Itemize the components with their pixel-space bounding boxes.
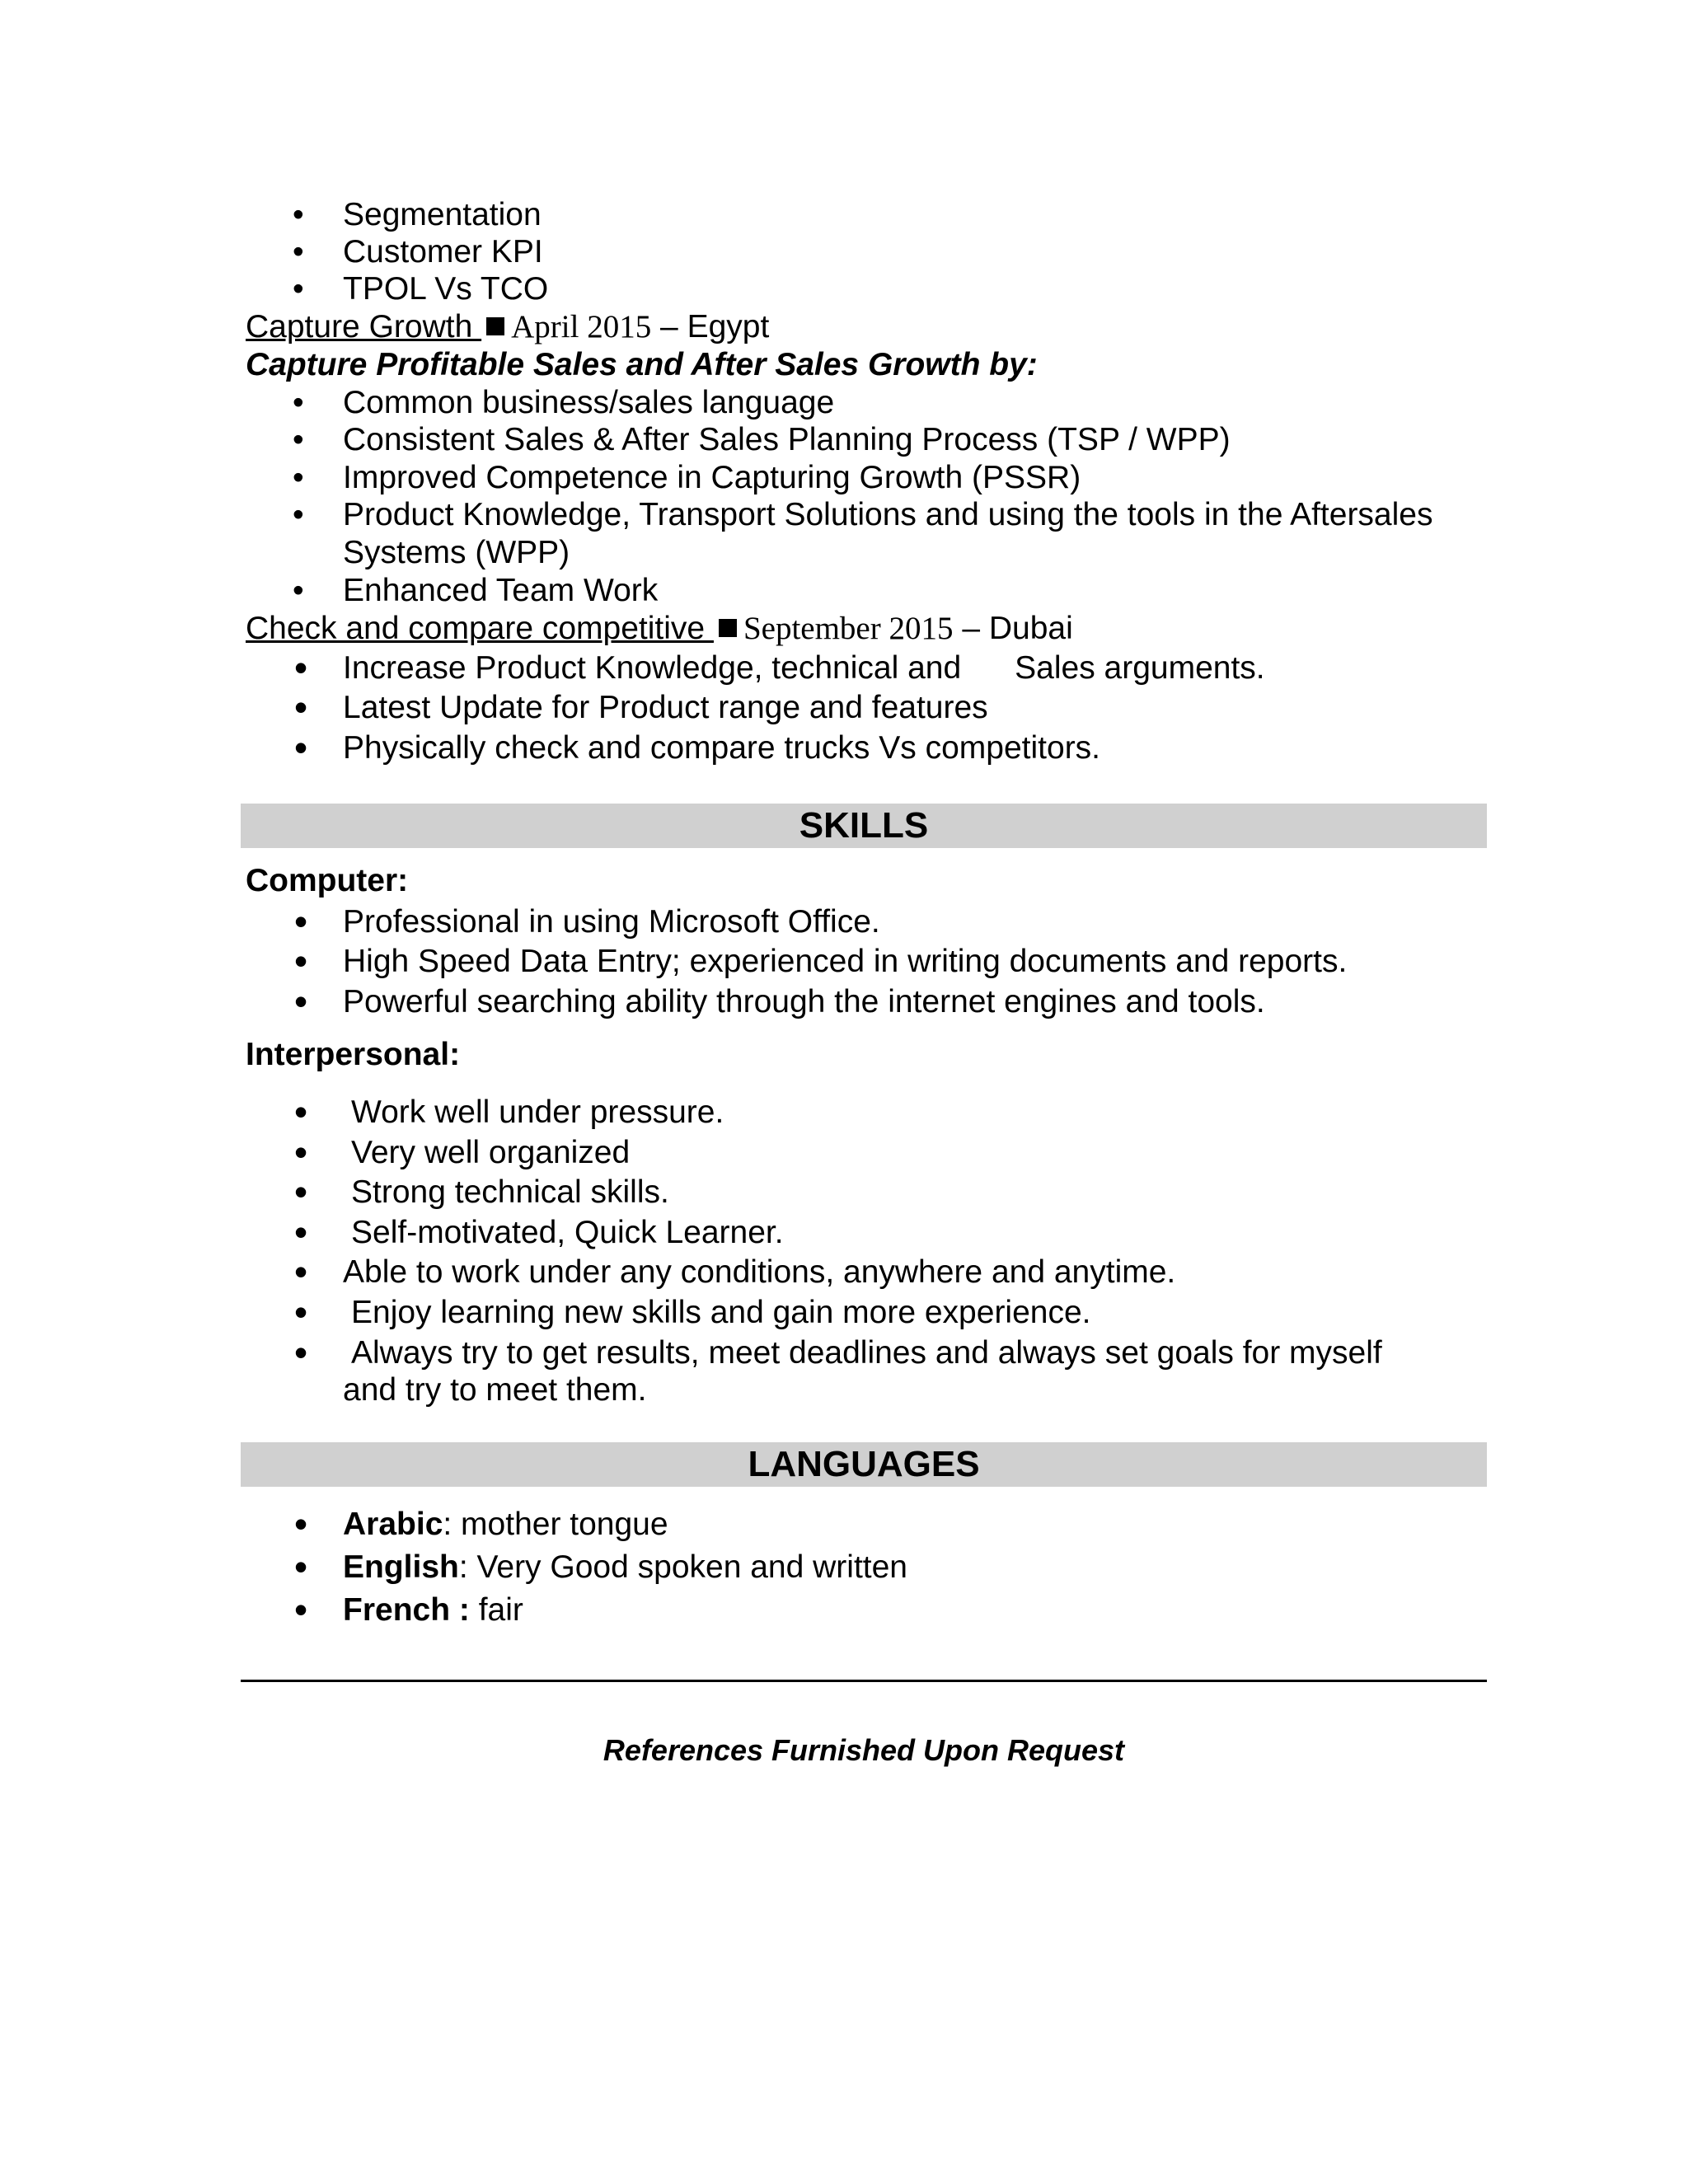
bullet-marker: • — [294, 1250, 308, 1293]
bullet-marker: • — [294, 980, 308, 1023]
capture-growth-heading — [246, 308, 769, 346]
references-footer: References Furnished Upon Request — [603, 1733, 1125, 1767]
language-name: English — [343, 1549, 459, 1585]
bullet-marker: • — [294, 1588, 308, 1631]
list-item: Product Knowledge, Transport Solutions and using the tools in the Aftersales — [343, 497, 1433, 532]
list-item: Strong technical skills. — [351, 1174, 669, 1210]
computer-skills-label: Computer: — [246, 863, 409, 898]
language-name: Arabic — [343, 1507, 443, 1542]
bullet-marker: • — [293, 234, 304, 269]
bullet-marker: • — [293, 460, 304, 495]
bullet-marker: • — [293, 197, 304, 232]
list-item: Customer KPI — [343, 234, 543, 269]
bullet-marker: • — [294, 726, 308, 769]
language-level: fair — [478, 1592, 523, 1628]
bullet-marker: • — [294, 646, 308, 689]
language-item — [343, 1506, 668, 1544]
bullet-marker: • — [294, 940, 308, 982]
bullet-marker: • — [294, 1502, 308, 1545]
square-bullet-icon — [719, 619, 737, 637]
language-name: French : — [343, 1592, 479, 1628]
bullet-marker: • — [293, 385, 304, 420]
list-item: Improved Competence in Capturing Growth (PSSR) — [343, 460, 1081, 495]
bullet-marker: • — [294, 1131, 308, 1174]
bullet-marker: • — [294, 1211, 308, 1254]
language-level: : mother tongue — [443, 1507, 668, 1542]
bullet-marker: • — [293, 271, 304, 307]
course-title: Check and compare competitive — [246, 611, 714, 646]
check-compare-heading — [246, 610, 1073, 648]
list-item: Enhanced Team Work — [343, 573, 659, 608]
list-item: Common business/sales language — [343, 385, 835, 420]
list-item: Powerful searching ability through the internet engines and tools. — [343, 984, 1265, 1019]
list-item: Consistent Sales & After Sales Planning Process (TSP / WPP) — [343, 422, 1231, 457]
bullet-marker: • — [294, 686, 308, 729]
square-bullet-icon — [486, 317, 504, 335]
bullet-marker: • — [293, 497, 304, 532]
list-item: Able to work under any conditions, anywhere and anytime. — [343, 1254, 1176, 1290]
language-item — [343, 1549, 907, 1586]
course-date: April 2015 — [511, 309, 652, 344]
course-date: September 2015 — [743, 611, 954, 646]
list-item: Work well under pressure. — [351, 1094, 724, 1130]
interpersonal-skills-label: Interpersonal: — [246, 1037, 461, 1072]
horizontal-divider — [241, 1680, 1487, 1682]
bullet-marker: • — [294, 1170, 308, 1213]
list-item: Physically check and compare trucks Vs competitors. — [343, 730, 1101, 766]
bullet-marker: • — [294, 1331, 308, 1374]
bullet-marker: • — [294, 900, 308, 943]
language-level: : Very Good spoken and written — [458, 1549, 907, 1585]
list-item-continued: Systems (WPP) — [343, 535, 570, 570]
course-title: Capture Growth — [246, 309, 482, 344]
course-location: – Egypt — [660, 309, 770, 344]
list-item: Increase Product Knowledge, technical and Sales arguments. — [343, 650, 1265, 686]
language-item — [343, 1591, 523, 1629]
list-item: Professional in using Microsoft Office. — [343, 904, 880, 940]
list-item-continued: and try to meet them. — [343, 1372, 647, 1408]
list-item: High Speed Data Entry; experienced in writing documents and reports. — [343, 944, 1348, 979]
capture-growth-subtitle: Capture Profitable Sales and After Sales Growth by: — [246, 347, 1038, 382]
list-item: Always try to get results, meet deadlines and always set goals for myself — [351, 1335, 1382, 1371]
list-item: Enjoy learning new skills and gain more experience. — [351, 1295, 1091, 1330]
bullet-marker: • — [293, 422, 304, 457]
bullet-marker: • — [293, 573, 304, 608]
course-location: – Dubai — [962, 611, 1073, 646]
list-item: Latest Update for Product range and features — [343, 690, 988, 725]
bullet-marker: • — [294, 1291, 308, 1333]
list-item: Self-motivated, Quick Learner. — [351, 1215, 784, 1250]
bullet-marker: • — [294, 1545, 308, 1588]
bullet-marker: • — [294, 1090, 308, 1133]
list-item: TPOL Vs TCO — [343, 271, 549, 307]
languages-section-heading: LANGUAGES — [241, 1442, 1487, 1487]
list-item: Very well organized — [351, 1135, 631, 1170]
skills-section-heading: SKILLS — [241, 804, 1487, 848]
list-item: Segmentation — [343, 197, 542, 232]
